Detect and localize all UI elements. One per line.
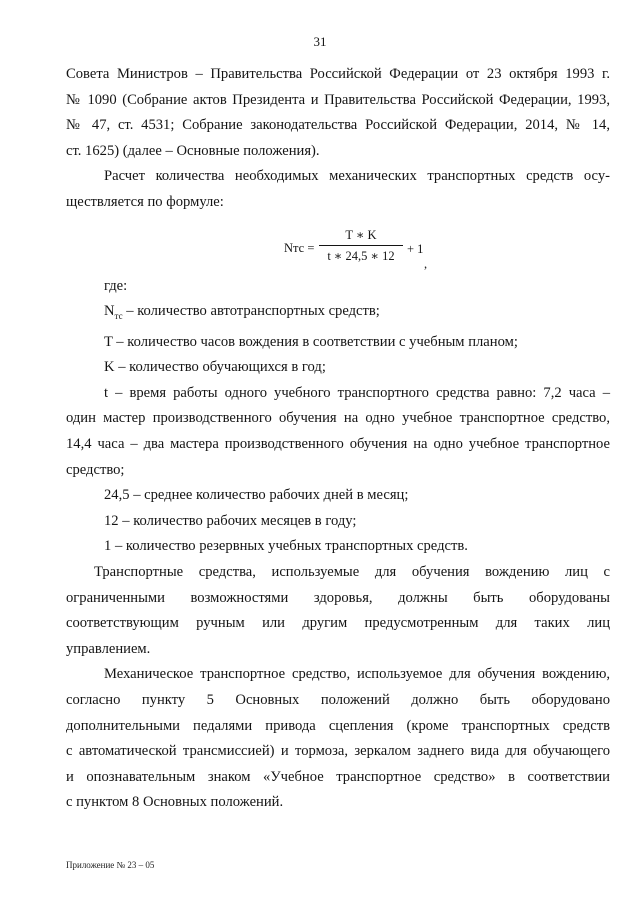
text-line: средство; <box>66 461 125 478</box>
text-line: согласно пункту 5 Основных положений должно быть оборудовано <box>66 691 610 708</box>
ntc-text: – количество автотранспортных средств; <box>122 303 380 320</box>
body-text <box>66 62 610 816</box>
definition-reserve: 1 – количество резервных учебных транспортных средств. <box>104 538 468 555</box>
vehicle-count-formula <box>66 220 610 274</box>
text-line: соответствующим ручным или другим предусмотренным для таких лиц <box>66 615 610 632</box>
definition-vehicle-time <box>66 381 610 483</box>
text-line: ограниченными возможностями здоровья, должны быть оборудованы <box>66 589 610 606</box>
text-line: один мастер производственного обучения на одно учебное транспортное средство, <box>66 410 610 427</box>
text-line: дополнительными педалями привода сцепления (кроме транспортных средств <box>66 717 610 734</box>
text-line: Расчет количества необходимых механических транспортных средств осу- <box>104 168 610 185</box>
paragraph-disability-vehicles <box>66 560 610 662</box>
text-line: с автоматической трансмиссией) и тормоза, зеркалом заднего вида для обучающего <box>66 743 610 760</box>
definition-hours: T – количество часов вождения в соответствии с учебным планом; <box>104 333 518 350</box>
text-line: и опознавательным знаком «Учебное транспортное средство» в соответствии <box>66 768 610 785</box>
text-line: Механическое транспортное средство, используемое для обучения вождению, <box>104 666 610 683</box>
text-line: Совета Министров – Правительства Российской Федерации от 23 октября 1993 г. <box>66 66 610 82</box>
formula-lhs: Nтс = <box>284 240 315 255</box>
formula-denominator: t ∗ 24,5 ∗ 12 <box>327 248 395 263</box>
text-line: Транспортные средства, используемые для обучения вождению лиц с <box>94 564 610 580</box>
formula-fraction <box>319 227 403 264</box>
text-line: № 1090 (Собрание актов Президента и Правительства Российской Федерации, 1993, <box>66 91 610 108</box>
definition-months: 12 – количество рабочих месяцев в году; <box>104 512 357 529</box>
definition-days: 24,5 – среднее количество рабочих дней в месяц; <box>104 487 409 504</box>
text-line: t – время работы одного учебного транспортного средства равно: 7,2 часа – <box>104 384 610 401</box>
formula-plus-one: + 1 <box>407 241 424 256</box>
definition-ntc <box>66 299 610 330</box>
ntc-subscript: тс <box>114 311 123 322</box>
formula-comma: , <box>424 256 428 271</box>
text-line: № 47, ст. 4531; Собрание законодательства Российской Федерации, 2014, № 14, <box>66 117 610 134</box>
paragraph-regulation-reference <box>66 62 610 164</box>
paragraph-vehicle-equipment <box>66 662 610 816</box>
formula-numerator: T ∗ K <box>345 227 377 242</box>
text-line: с пунктом 8 Основных положений. <box>66 794 284 811</box>
text-line: 14,4 часа – два мастера производственного обучения на одно учебное транспортное <box>66 436 610 453</box>
text-line: ст. 1625) (далее – Основные положения). <box>66 142 320 159</box>
text-line: ществляется по формуле: <box>66 193 224 210</box>
page-number: 31 <box>313 34 327 49</box>
definition-students: K – количество обучающихся в год; <box>104 359 326 376</box>
paragraph-calculation-intro <box>66 164 610 215</box>
fraction-bar <box>319 245 403 246</box>
text-line: управлением. <box>66 640 151 657</box>
where-label: где: <box>104 277 128 294</box>
page-footer: Приложение № 23 – 05 <box>66 860 155 870</box>
ntc-symbol: N <box>104 303 115 320</box>
